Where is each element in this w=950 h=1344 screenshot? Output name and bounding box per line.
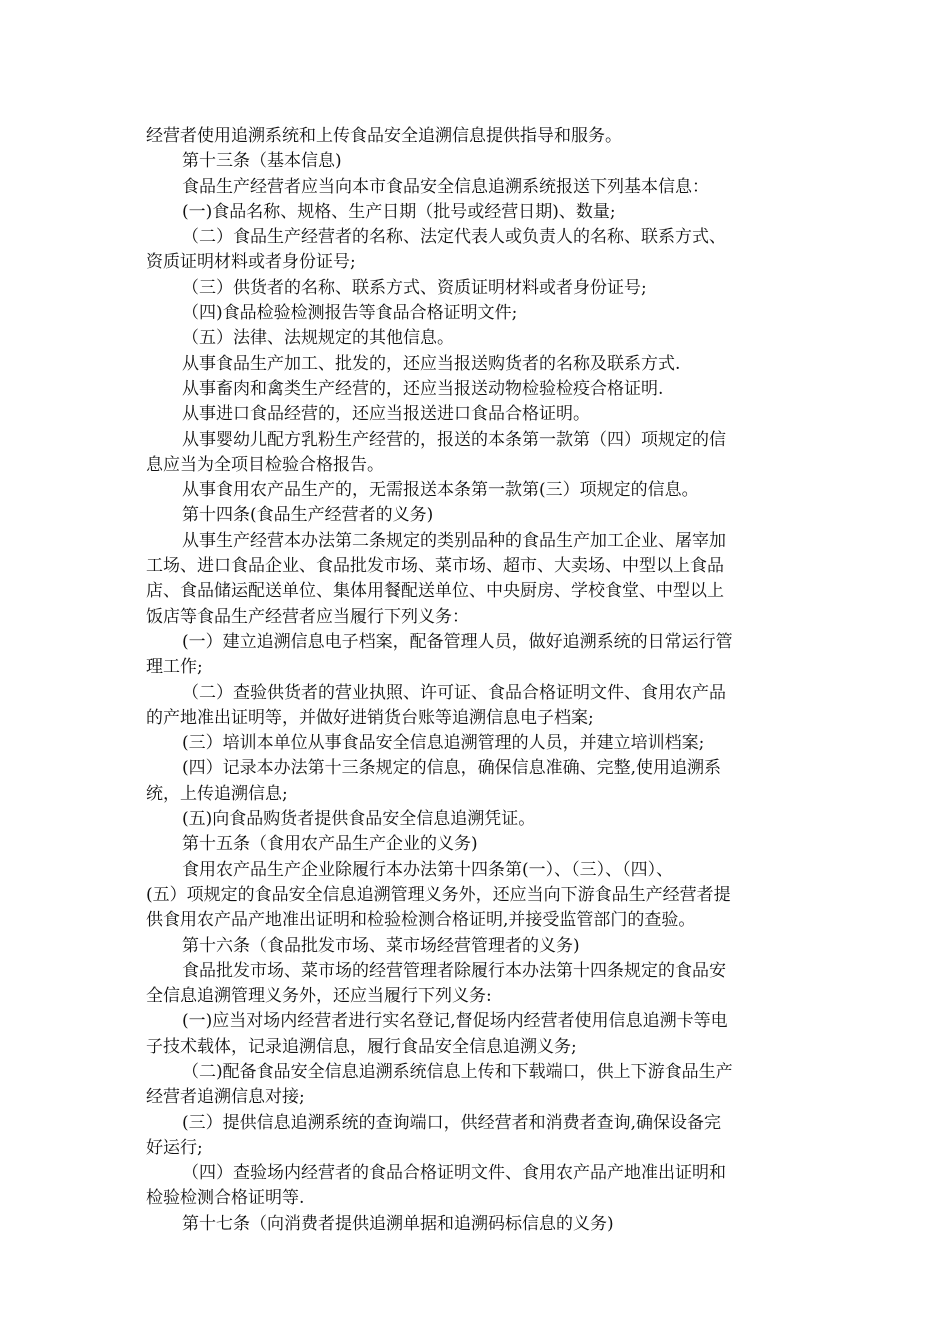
text-line: 全信息追溯管理义务外，还应当履行下列义务:: [146, 986, 492, 1007]
text-line: 经营者追溯信息对接;: [146, 1087, 305, 1108]
text-line: 息应当为全项目检验合格报告。: [146, 454, 384, 475]
text-line: 经营者使用追溯系统和上传食品安全追溯信息提供指导和服务。: [146, 126, 622, 146]
text-line: (一)应当对场内经营者进行实名登记,督促场内经营者使用信息追溯卡等电: [182, 1011, 728, 1032]
text-line: 从事畜肉和禽类生产经营的，还应当报送动物检验检疫合格证明.: [182, 378, 664, 399]
text-line: （四)食品检验检测报告等食品合格证明文件;: [182, 303, 518, 324]
text-line: 第十四条(食品生产经营者的义务): [182, 505, 434, 526]
text-line: 检验检测合格证明等.: [146, 1188, 305, 1209]
text-line: (五)向食品购货者提供食品安全信息追溯凭证。: [182, 809, 536, 830]
text-line: 从事食用农产品生产的，无需报送本条第一款第(三）项规定的信息。: [182, 480, 699, 501]
text-line: 理工作;: [146, 657, 203, 678]
text-line: 第十三条（基本信息): [182, 151, 342, 172]
text-line: 统，上传追溯信息;: [146, 783, 288, 804]
text-line: 好运行;: [146, 1137, 203, 1158]
text-line: 从事婴幼儿配方乳粉生产经营的，报送的本条第一款第（四）项规定的信: [182, 429, 726, 450]
text-line: 子技术载体，记录追溯信息，履行食品安全信息追溯义务;: [146, 1036, 577, 1057]
document-body: [146, 124, 806, 1237]
text-line: 从事生产经营本办法第二条规定的类别品种的食品生产加工企业、屠宰加: [182, 530, 726, 551]
text-line: (五）项规定的食品安全信息追溯管理义务外，还应当向下游食品生产经营者提: [146, 884, 731, 905]
text-line: (一）建立追溯信息电子档案，配备管理人员，做好追溯系统的日常运行管: [182, 631, 733, 652]
text-line: 从事食品生产加工、批发的，还应当报送购货者的名称及联系方式.: [182, 353, 681, 374]
text-line: (一)食品名称、规格、生产日期（批号或经营日期)、数量;: [182, 201, 616, 222]
text-line: （五）法律、法规规定的其他信息。: [182, 328, 454, 349]
text-line: （四）查验场内经营者的食品合格证明文件、食用农产品产地准出证明和: [182, 1163, 726, 1184]
text-line: (四）记录本办法第十三条规定的信息，确保信息准确、完整,使用追溯系: [182, 758, 722, 779]
text-line: 饭店等食品生产经营者应当履行下列义务：: [146, 606, 469, 627]
text-line: 店、食品储运配送单位、集体用餐配送单位、中央厨房、学校食堂、中型以上: [146, 581, 724, 602]
text-line: 食品生产经营者应当向本市食品安全信息追溯系统报送下列基本信息：: [182, 176, 709, 197]
text-line: 从事进口食品经营的，还应当报送进口食品合格证明。: [182, 404, 590, 425]
text-line: 资质证明材料或者身份证号;: [146, 252, 356, 273]
text-line: 第十六条（食品批发市场、菜市场经营管理者的义务): [182, 935, 580, 956]
text-line: 食用农产品生产企业除履行本办法第十四条第(一）、（三）、（四）、: [182, 859, 674, 880]
text-line: 第十七条（向消费者提供追溯单据和追溯码标信息的义务): [182, 1213, 614, 1234]
text-line: （二）食品生产经营者的名称、法定代表人或负责人的名称、联系方式、: [182, 227, 726, 248]
text-line: (三）提供信息追溯系统的查询端口，供经营者和消费者查询,确保设备完: [182, 1112, 722, 1133]
text-line: 食品批发市场、菜市场的经营管理者除履行本办法第十四条规定的食品安: [182, 960, 726, 981]
text-line: （二)配备食品安全信息追溯系统信息上传和下载端口，供上下游食品生产: [182, 1061, 733, 1082]
text-line: （二）查验供货者的营业执照、许可证、食品合格证明文件、食用农产品: [182, 682, 726, 703]
text-line: 工场、进口食品企业、食品批发市场、菜市场、超市、大卖场、中型以上食品: [146, 556, 724, 577]
text-line: 供食用农产品产地准出证明和检验检测合格证明,并接受监管部门的查验。: [146, 910, 696, 931]
text-line: 的产地准出证明等，并做好进销货台账等追溯信息电子档案;: [146, 707, 594, 728]
text-line: (三）培训本单位从事食品安全信息追溯管理的人员，并建立培训档案;: [182, 733, 705, 754]
text-line: 第十五条（食用农产品生产企业的义务): [182, 834, 478, 855]
text-line: （三）供货者的名称、联系方式、资质证明材料或者身份证号;: [182, 277, 647, 298]
